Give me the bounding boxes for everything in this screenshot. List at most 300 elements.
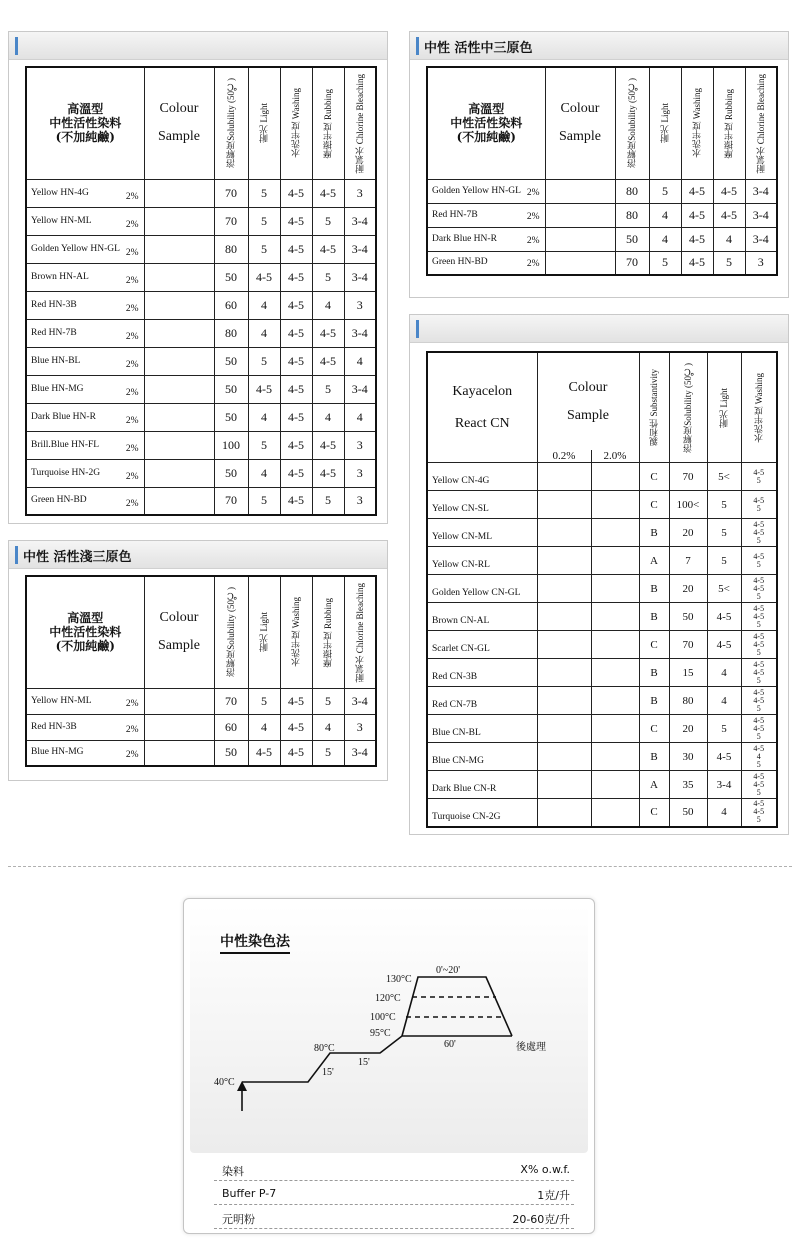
column-header bbox=[214, 576, 248, 688]
dye-name: Red CN-3B bbox=[432, 672, 478, 682]
value-cell: 4-5 bbox=[280, 714, 312, 740]
dye-concentration: 2% bbox=[125, 359, 139, 370]
colour-swatch-cell bbox=[144, 714, 214, 740]
value-cell: 5 bbox=[707, 547, 741, 575]
value-cell: 4 bbox=[649, 203, 681, 227]
dye-name-cell bbox=[427, 463, 537, 491]
label-40c: 40°C bbox=[214, 1077, 235, 1088]
table-row bbox=[26, 319, 376, 347]
value-cell: C bbox=[639, 491, 669, 519]
value-cell: 4 bbox=[248, 459, 280, 487]
column-header-text: 耐光 Light bbox=[259, 103, 269, 144]
colour-swatch-cell bbox=[591, 603, 639, 631]
colour-sample-header bbox=[144, 576, 214, 688]
column-header bbox=[344, 67, 376, 179]
value-cell: 35 bbox=[669, 771, 707, 799]
dye-table-kayacelon bbox=[426, 351, 778, 828]
column-header-text: 溶解度Solubility (50℃) bbox=[226, 587, 236, 678]
table-row bbox=[427, 687, 777, 715]
table-title-line: 中性活性染料 bbox=[49, 116, 122, 131]
dye-name-cell bbox=[26, 688, 144, 714]
value-cell: 3-4 bbox=[344, 319, 376, 347]
colour-swatch-cell bbox=[591, 659, 639, 687]
section-divider bbox=[8, 866, 792, 867]
dye-name-cell bbox=[26, 207, 144, 235]
colour-swatch-cell bbox=[537, 743, 591, 771]
panel-header bbox=[410, 315, 788, 343]
column-header-text: 摩擦牢度 Rubbing bbox=[724, 88, 734, 158]
table-title-cell bbox=[26, 67, 144, 179]
dye-table-light-primaries bbox=[25, 575, 377, 767]
recipe-row bbox=[214, 1157, 574, 1181]
dye-name-cell bbox=[427, 687, 537, 715]
washing-value: 5 bbox=[756, 503, 761, 513]
washing-value: 4-5 bbox=[753, 667, 765, 677]
value-cell: 3-4 bbox=[344, 207, 376, 235]
column-header-text: 溶解度Solubility (50℃) bbox=[226, 78, 236, 169]
dye-name-cell bbox=[427, 519, 537, 547]
colour-swatch-cell bbox=[537, 575, 591, 603]
dye-name: Golden Yellow CN-GL bbox=[432, 588, 521, 598]
washing-value: 4 bbox=[756, 751, 761, 761]
value-cell: 5 bbox=[707, 491, 741, 519]
dye-name-cell bbox=[427, 491, 537, 519]
dye-concentration: 2% bbox=[125, 303, 139, 314]
value-cell: 4-5 bbox=[280, 319, 312, 347]
table-row bbox=[427, 547, 777, 575]
dye-name-cell bbox=[427, 743, 537, 771]
washing-value: 4-5 bbox=[753, 583, 765, 593]
washing-value: 4-5 bbox=[753, 659, 765, 669]
colour-swatch-cell bbox=[591, 519, 639, 547]
colour-swatch-cell bbox=[537, 631, 591, 659]
dye-name-cell bbox=[26, 263, 144, 291]
table-row bbox=[26, 207, 376, 235]
washing-value: 4-5 bbox=[753, 807, 765, 817]
column-header-text: 水洗牢度 Washing bbox=[753, 372, 764, 443]
washing-value: 5 bbox=[756, 675, 761, 685]
column-header bbox=[312, 576, 344, 688]
washing-value: 5 bbox=[756, 619, 761, 629]
table-header-row bbox=[427, 352, 777, 450]
value-cell: 20 bbox=[669, 575, 707, 603]
colour-swatch-cell bbox=[537, 463, 591, 491]
dye-name-cell bbox=[26, 347, 144, 375]
colour-swatch-cell bbox=[537, 491, 591, 519]
washing-value: 4-5 bbox=[753, 771, 765, 781]
table-title-line: 中性活性染料 bbox=[450, 116, 523, 131]
table-title-line: React CN bbox=[454, 415, 510, 431]
table-row bbox=[427, 771, 777, 799]
colour-swatch-cell bbox=[537, 659, 591, 687]
colour-swatch-cell bbox=[591, 715, 639, 743]
washing-cell bbox=[741, 715, 777, 743]
value-cell: 70 bbox=[669, 463, 707, 491]
dye-name: Brown HN-AL bbox=[31, 271, 89, 282]
dye-name: Green HN-BD bbox=[432, 257, 488, 268]
value-cell: 80 bbox=[669, 687, 707, 715]
table-row bbox=[26, 179, 376, 207]
value-cell: 4 bbox=[248, 714, 280, 740]
value-cell: 4-5 bbox=[707, 603, 741, 631]
colour-swatch-cell bbox=[144, 403, 214, 431]
value-cell: 5 bbox=[248, 179, 280, 207]
dye-name: Dark Blue HN-R bbox=[31, 411, 96, 422]
table-header-row bbox=[26, 67, 376, 179]
table-row bbox=[26, 403, 376, 431]
value-cell: 4-5 bbox=[713, 179, 745, 203]
column-header bbox=[615, 67, 649, 179]
value-cell: 80 bbox=[214, 319, 248, 347]
table-title-line: (不加純鹼) bbox=[55, 130, 115, 145]
value-cell: 70 bbox=[615, 251, 649, 275]
dye-name: Yellow HN-4G bbox=[31, 187, 89, 198]
dye-name: Blue HN-MG bbox=[31, 747, 84, 758]
dye-name-cell bbox=[26, 291, 144, 319]
table-row bbox=[26, 487, 376, 515]
column-header bbox=[741, 352, 777, 463]
column-header bbox=[312, 67, 344, 179]
dye-concentration: 2% bbox=[125, 750, 139, 760]
value-cell: 4 bbox=[312, 291, 344, 319]
value-cell: 5 bbox=[248, 347, 280, 375]
washing-value: 4-5 bbox=[753, 723, 765, 733]
dye-name-cell bbox=[427, 179, 545, 203]
label-hold-15: 15' bbox=[358, 1057, 370, 1068]
value-cell: 80 bbox=[615, 203, 649, 227]
value-cell: 4-5 bbox=[248, 375, 280, 403]
value-cell: 20 bbox=[669, 715, 707, 743]
colour-swatch-cell bbox=[591, 799, 639, 827]
table-title bbox=[428, 102, 545, 144]
value-cell: 100 bbox=[214, 431, 248, 459]
dye-concentration: 2% bbox=[125, 191, 139, 202]
column-header bbox=[707, 352, 741, 463]
column-header bbox=[214, 67, 248, 179]
washing-cell bbox=[741, 463, 777, 491]
value-cell: 4-5 bbox=[280, 740, 312, 766]
dye-name-cell bbox=[26, 431, 144, 459]
dye-name: Scarlet CN-GL bbox=[432, 644, 490, 654]
value-cell: 60 bbox=[214, 714, 248, 740]
method-diagram-area bbox=[190, 905, 588, 1153]
table-row bbox=[26, 235, 376, 263]
value-cell: 4-5 bbox=[713, 203, 745, 227]
panel-title: 中性 活性中三原色 bbox=[424, 41, 533, 56]
washing-cell bbox=[741, 659, 777, 687]
value-cell: 5 bbox=[312, 487, 344, 515]
colour-swatch-cell bbox=[144, 347, 214, 375]
value-cell: 30 bbox=[669, 743, 707, 771]
value-cell: A bbox=[639, 771, 669, 799]
colour-swatch-cell bbox=[591, 547, 639, 575]
colour-swatch-cell bbox=[537, 687, 591, 715]
dye-name: Green HN-BD bbox=[31, 495, 87, 506]
value-cell: 70 bbox=[214, 207, 248, 235]
table-title bbox=[27, 611, 144, 653]
panel-header bbox=[9, 32, 387, 60]
value-cell: 3-4 bbox=[707, 771, 741, 799]
colour-swatch-cell bbox=[144, 319, 214, 347]
washing-value: 5 bbox=[756, 559, 761, 569]
table-title-line: (不加純鹼) bbox=[456, 130, 516, 145]
column-header bbox=[280, 576, 312, 688]
dye-name-cell bbox=[26, 375, 144, 403]
colour-swatch-cell bbox=[537, 771, 591, 799]
column-header bbox=[681, 67, 713, 179]
value-cell: 4-5 bbox=[312, 319, 344, 347]
table-row bbox=[427, 715, 777, 743]
washing-value: 4-5 bbox=[753, 631, 765, 641]
colour-swatch-cell bbox=[144, 487, 214, 515]
value-cell: 3 bbox=[344, 179, 376, 207]
colour-swatch-cell bbox=[144, 688, 214, 714]
value-cell: 50 bbox=[214, 459, 248, 487]
column-header-text: 溶解度Solubility (50℃) bbox=[683, 362, 693, 453]
dye-name-cell bbox=[26, 319, 144, 347]
colour-swatch-cell bbox=[591, 687, 639, 715]
dye-name: Blue HN-MG bbox=[31, 383, 84, 394]
table-title-line: 中性活性染料 bbox=[49, 625, 122, 640]
value-cell: 7 bbox=[669, 547, 707, 575]
table-row bbox=[427, 203, 777, 227]
colour-swatch-cell bbox=[144, 291, 214, 319]
dye-name: Red CN-7B bbox=[432, 700, 478, 710]
label-100c: 100°C bbox=[370, 1012, 396, 1023]
table-row bbox=[427, 519, 777, 547]
label-hold-top: 0'~20' bbox=[436, 965, 461, 976]
value-cell: 20 bbox=[669, 519, 707, 547]
table-row bbox=[26, 375, 376, 403]
table-row bbox=[26, 459, 376, 487]
value-cell: 5 bbox=[312, 207, 344, 235]
value-cell: 5 bbox=[248, 688, 280, 714]
value-cell: C bbox=[639, 631, 669, 659]
dye-name: Golden Yellow HN-GL bbox=[31, 243, 120, 254]
value-cell: 4-5 bbox=[312, 431, 344, 459]
value-cell: 4-5 bbox=[280, 235, 312, 263]
dyeing-method-card bbox=[183, 898, 595, 1234]
table-header-row bbox=[26, 576, 376, 688]
value-cell: 5 bbox=[312, 740, 344, 766]
value-cell: 4-5 bbox=[280, 431, 312, 459]
method-title: 中性染色法 bbox=[220, 931, 290, 954]
colour-swatch-cell bbox=[144, 740, 214, 766]
colour-swatch-cell bbox=[144, 431, 214, 459]
value-cell: B bbox=[639, 519, 669, 547]
value-cell: 4-5 bbox=[312, 459, 344, 487]
washing-value: 5 bbox=[756, 815, 761, 825]
value-cell: 3 bbox=[344, 459, 376, 487]
dye-concentration: 2% bbox=[125, 471, 139, 482]
dye-concentration: 2% bbox=[125, 724, 139, 735]
value-cell: 4-5 bbox=[681, 203, 713, 227]
table-row bbox=[427, 603, 777, 631]
value-cell: 4-5 bbox=[280, 179, 312, 207]
label-120c: 120°C bbox=[375, 993, 401, 1004]
dye-name: Blue CN-BL bbox=[432, 728, 481, 738]
value-cell: 3 bbox=[344, 431, 376, 459]
dye-name: Dark Blue CN-R bbox=[432, 784, 497, 794]
value-cell: 70 bbox=[214, 487, 248, 515]
dye-table-mid-primaries bbox=[426, 66, 778, 276]
washing-value: 4-5 bbox=[753, 779, 765, 789]
value-cell: 5 bbox=[707, 715, 741, 743]
table-row bbox=[26, 740, 376, 766]
column-header-text: 水洗牢度 Washing bbox=[291, 597, 301, 668]
washing-value: 5 bbox=[756, 591, 761, 601]
value-cell: 4 bbox=[344, 403, 376, 431]
table-row bbox=[427, 227, 777, 251]
table-title-line: Kayacelon bbox=[452, 383, 513, 399]
value-cell: 4 bbox=[312, 714, 344, 740]
colour-swatch-cell bbox=[144, 459, 214, 487]
dye-name-cell bbox=[26, 740, 144, 766]
value-cell: 5< bbox=[707, 575, 741, 603]
value-cell: 5 bbox=[248, 487, 280, 515]
dye-table-high-temp bbox=[25, 66, 377, 516]
value-cell: 4-5 bbox=[681, 227, 713, 251]
dye-name-cell bbox=[427, 227, 545, 251]
value-cell: 4 bbox=[312, 403, 344, 431]
washing-value: 4-5 bbox=[753, 527, 765, 537]
value-cell: 4 bbox=[248, 403, 280, 431]
panel-header bbox=[9, 541, 387, 569]
washing-value: 4-5 bbox=[753, 551, 765, 561]
value-cell: 5 bbox=[649, 251, 681, 275]
colour-swatch-cell bbox=[144, 235, 214, 263]
sample-label: Sample bbox=[567, 407, 609, 423]
value-cell: 5 bbox=[312, 263, 344, 291]
table-row bbox=[427, 179, 777, 203]
table-row bbox=[26, 291, 376, 319]
washing-cell bbox=[741, 491, 777, 519]
value-cell: 3-4 bbox=[745, 179, 777, 203]
value-cell: B bbox=[639, 575, 669, 603]
colour-swatch-cell bbox=[591, 743, 639, 771]
washing-value: 4-5 bbox=[753, 639, 765, 649]
washing-value: 4-5 bbox=[753, 695, 765, 705]
washing-value: 4-5 bbox=[753, 603, 765, 613]
recipe-amount: 1克/升 bbox=[537, 1189, 570, 1202]
value-cell: 3-4 bbox=[344, 263, 376, 291]
label-95c: 95°C bbox=[370, 1028, 391, 1039]
colour-sample-header bbox=[537, 352, 639, 450]
washing-value: 5 bbox=[756, 647, 761, 657]
washing-value: 4-5 bbox=[753, 799, 765, 809]
value-cell: C bbox=[639, 715, 669, 743]
dye-concentration: 2% bbox=[125, 387, 139, 398]
dye-name: Blue HN-BL bbox=[31, 355, 81, 366]
panel-title: 中性 活性淺三原色 bbox=[23, 550, 132, 565]
colour-swatch-cell bbox=[144, 263, 214, 291]
value-cell: 4 bbox=[649, 227, 681, 251]
value-cell: 4-5 bbox=[280, 263, 312, 291]
table-title-line: 高溫型 bbox=[67, 611, 104, 626]
value-cell: 4-5 bbox=[280, 459, 312, 487]
value-cell: 50 bbox=[669, 799, 707, 827]
colour-sample-header bbox=[545, 67, 615, 179]
value-cell: 4-5 bbox=[280, 688, 312, 714]
value-cell: C bbox=[639, 463, 669, 491]
value-cell: 70 bbox=[214, 179, 248, 207]
dye-name: Red HN-7B bbox=[432, 209, 478, 220]
table-row bbox=[26, 431, 376, 459]
table-row bbox=[26, 263, 376, 291]
dye-concentration: 2% bbox=[125, 275, 139, 286]
table-row bbox=[427, 799, 777, 827]
column-header bbox=[248, 67, 280, 179]
colour-swatch-cell bbox=[545, 203, 615, 227]
value-cell: 3-4 bbox=[344, 235, 376, 263]
dye-concentration: 2% bbox=[526, 187, 540, 198]
temperature-profile-line bbox=[242, 1036, 512, 1082]
colour-swatch-cell bbox=[545, 227, 615, 251]
dye-concentration: 2% bbox=[125, 443, 139, 454]
value-cell: 5< bbox=[707, 463, 741, 491]
dye-name: Yellow CN-4G bbox=[432, 476, 490, 486]
table-title-cell bbox=[427, 67, 545, 179]
dye-name: Blue CN-MG bbox=[432, 756, 484, 766]
washing-cell bbox=[741, 603, 777, 631]
label-130c: 130°C bbox=[386, 974, 412, 985]
value-cell: 50 bbox=[214, 347, 248, 375]
table-row bbox=[26, 347, 376, 375]
value-cell: 5 bbox=[248, 235, 280, 263]
dye-name-cell bbox=[427, 715, 537, 743]
value-cell: 5 bbox=[707, 519, 741, 547]
value-cell: 3 bbox=[745, 251, 777, 275]
column-header-text: 耐氯水 Chlorine Bleaching bbox=[755, 73, 766, 173]
concentration-label: 2.0% bbox=[591, 450, 639, 463]
value-cell: 3-4 bbox=[344, 375, 376, 403]
sample-label: Sample bbox=[158, 638, 200, 654]
dye-name: Yellow CN-ML bbox=[432, 532, 493, 542]
value-cell: 4-5 bbox=[312, 179, 344, 207]
recipe-row bbox=[214, 1205, 574, 1229]
dye-name-cell bbox=[26, 487, 144, 515]
colour-swatch-cell bbox=[537, 603, 591, 631]
washing-value: 5 bbox=[756, 475, 761, 485]
dye-name-cell bbox=[26, 459, 144, 487]
washing-value: 4-5 bbox=[753, 715, 765, 725]
dye-name-cell bbox=[26, 179, 144, 207]
value-cell: A bbox=[639, 547, 669, 575]
value-cell: 5 bbox=[248, 431, 280, 459]
dye-name: Golden Yellow HN-GL bbox=[432, 185, 521, 196]
table-header-row bbox=[427, 67, 777, 179]
value-cell: 3 bbox=[344, 291, 376, 319]
washing-value: 4-5 bbox=[753, 611, 765, 621]
value-cell: 4-5 bbox=[681, 251, 713, 275]
header-accent bbox=[15, 546, 18, 564]
dye-name: Red HN-7B bbox=[31, 327, 77, 338]
column-header-text: 水洗牢度 Washing bbox=[692, 88, 702, 159]
washing-value: 5 bbox=[756, 787, 761, 797]
value-cell: B bbox=[639, 687, 669, 715]
dye-name-cell bbox=[427, 603, 537, 631]
value-cell: B bbox=[639, 603, 669, 631]
dye-name: Yellow CN-SL bbox=[432, 504, 489, 514]
dye-name-cell bbox=[427, 631, 537, 659]
table-row bbox=[427, 659, 777, 687]
dye-name-cell bbox=[427, 575, 537, 603]
washing-value: 5 bbox=[756, 731, 761, 741]
colour-swatch-cell bbox=[591, 491, 639, 519]
table-title-line: 高溫型 bbox=[67, 102, 104, 117]
washing-cell bbox=[741, 743, 777, 771]
value-cell: 4-5 bbox=[707, 631, 741, 659]
